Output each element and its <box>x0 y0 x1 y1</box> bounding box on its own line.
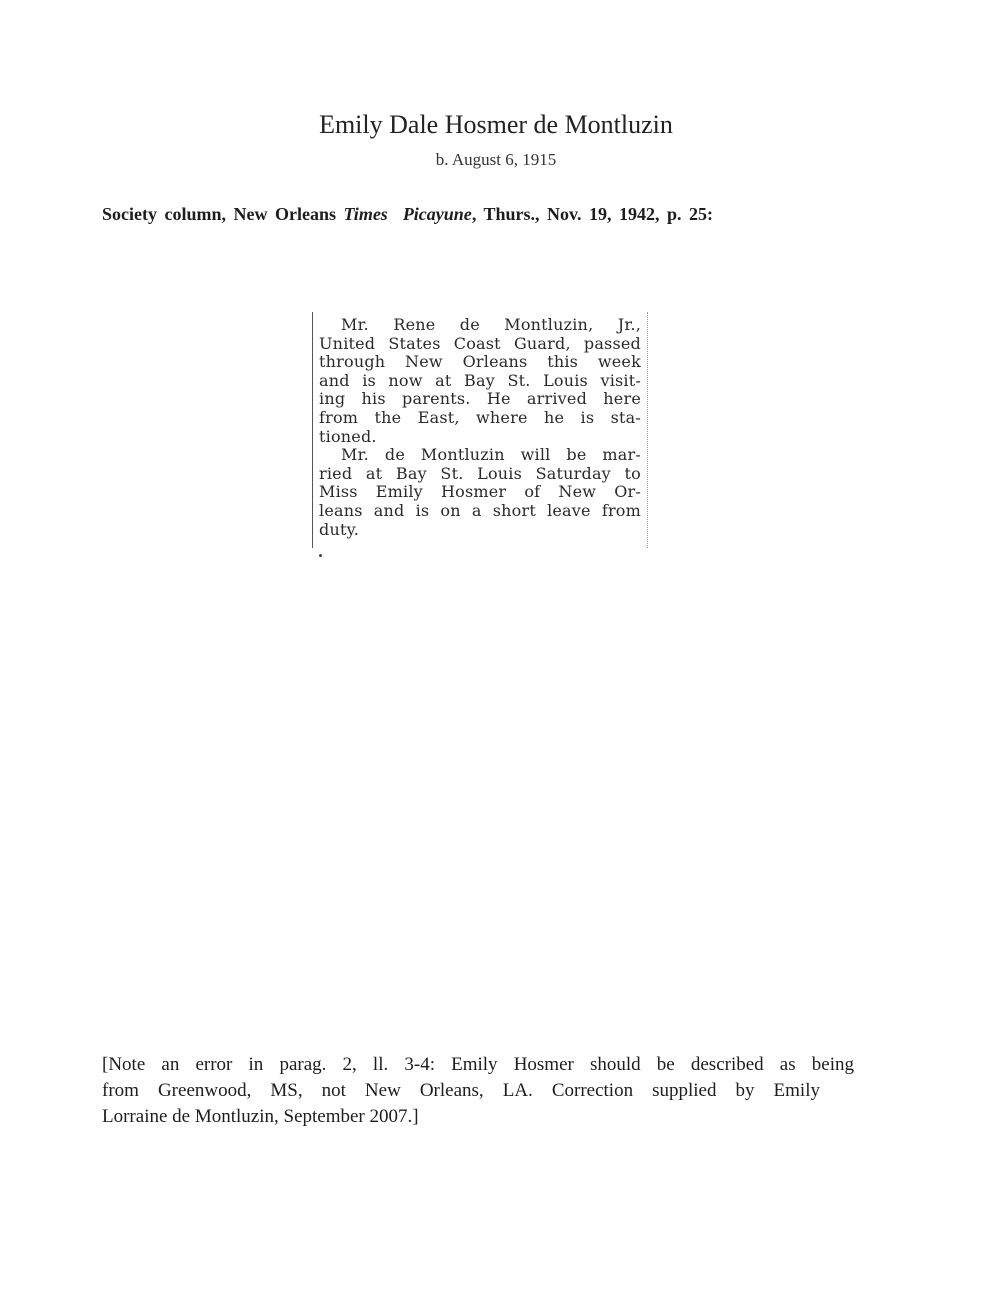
newspaper-clipping <box>312 312 648 548</box>
clipping-line: duty. <box>319 519 359 539</box>
clipping-line: tioned. <box>319 426 377 446</box>
birth-date: b. August 6, 1915 <box>435 150 557 169</box>
clipping-line: Mr. Rene de Montluzin, Jr., <box>341 315 641 334</box>
clipping-line: ried at Bay St. Louis Saturday to <box>319 463 641 483</box>
clipping-line: United States Coast Guard, passed <box>319 333 641 353</box>
note-line: [Note an error in parag. 2, ll. 3-4: Emily Hosmer should be described as being <box>102 1054 854 1075</box>
paper-name-picayune: Picayune <box>402 204 472 224</box>
clipping-line: Mr. de Montluzin will be mar- <box>341 445 641 465</box>
paper-name-times: Times <box>343 204 388 224</box>
source-prefix: Society column, New Orleans <box>102 204 344 224</box>
source-suffix: , Thurs., Nov. 19, 1942, p. 25: <box>471 204 714 224</box>
page-title: Emily Dale Hosmer de Montluzin <box>319 110 673 139</box>
clipping-line: through New Orleans this week <box>319 352 641 372</box>
clipping-line: from the East, where he is sta- <box>319 407 641 427</box>
note-line: from Greenwood, MS, not New Orleans, LA. Correction supplied by Emily <box>102 1080 820 1101</box>
clipping-line: ing his parents. He arrived here <box>319 389 641 409</box>
correction-note <box>102 1052 854 1130</box>
clipping-line: leans and is on a short leave from <box>319 500 641 520</box>
source-citation <box>102 204 862 225</box>
clipping-mark <box>319 554 322 557</box>
clipping-line: and is now at Bay St. Louis visit- <box>319 370 641 390</box>
clipping-line: Miss Emily Hosmer of New Or- <box>319 482 641 502</box>
note-line: Lorraine de Montluzin, September 2007.] <box>102 1106 419 1127</box>
